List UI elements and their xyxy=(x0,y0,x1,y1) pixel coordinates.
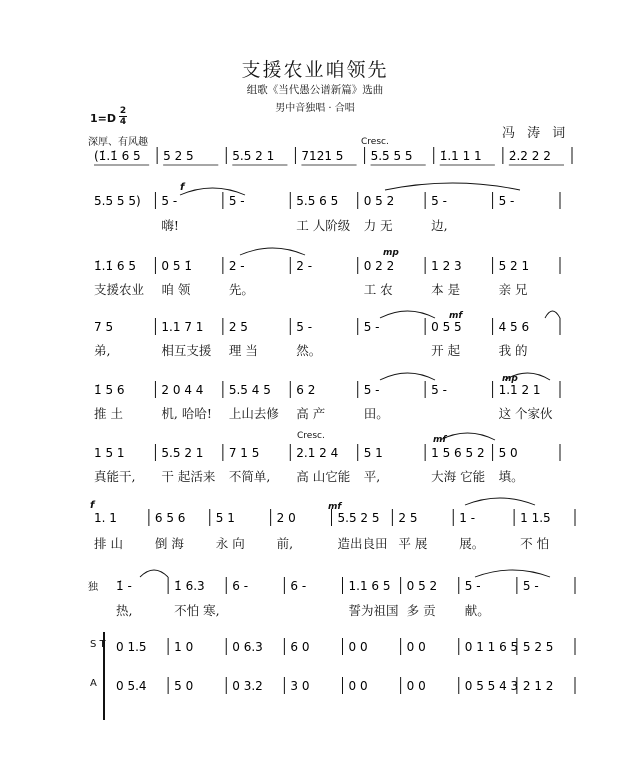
lyric: 填。 xyxy=(498,469,524,484)
lyric: 多 贡 xyxy=(406,603,436,618)
lyric: 平 展 xyxy=(398,536,428,551)
measure-notes: 5 - xyxy=(498,194,515,208)
intro-measure: 2̇.2 2 2 xyxy=(508,149,551,163)
lyric: 不简单, xyxy=(228,469,271,484)
lyric: 机, 哈哈! xyxy=(161,406,212,421)
lyric: 然。 xyxy=(296,343,322,358)
slur xyxy=(545,311,560,318)
lyric: 支援农业 xyxy=(94,282,145,297)
measure-notes: 1.1 6 5 xyxy=(348,579,391,593)
intro-measure: 5 2 5 xyxy=(163,149,194,163)
measure-notes: 5 - xyxy=(522,579,539,593)
measure-notes: 0 5 2 xyxy=(406,579,438,593)
measure-notes: 5.5 5 5) xyxy=(94,194,141,208)
measure-notes: 0 0 xyxy=(406,679,426,693)
measure-notes: 0 5.4 xyxy=(116,679,147,693)
lyric: 不怕 寒, xyxy=(174,603,220,618)
slur xyxy=(380,311,435,318)
measure-notes: 1̇.1̇ 6 5 xyxy=(94,259,136,273)
lyric: 边, xyxy=(431,218,448,233)
slur xyxy=(465,498,535,505)
measure-notes: 1 2 3 xyxy=(431,259,462,273)
intro-measure: 7121 5 xyxy=(301,149,344,163)
measure-notes: 1 0 xyxy=(174,640,194,654)
measure-notes: 0 0 xyxy=(348,679,368,693)
lyric: 亲 兄 xyxy=(498,282,528,297)
measure-notes: 6 - xyxy=(232,579,249,593)
measure-notes: 1 - xyxy=(459,511,476,525)
measure-notes: 5 - xyxy=(363,320,380,334)
measure-notes: 0 5 2 xyxy=(363,194,395,208)
lyric: 排 山 xyxy=(94,536,123,551)
dynamic-mf-2: mf xyxy=(433,435,447,445)
measure-notes: 4 5 6 xyxy=(498,320,530,334)
dynamic-mp: mp xyxy=(383,248,399,258)
measure-notes: 5 - xyxy=(363,383,380,397)
part-label: S T xyxy=(90,639,106,650)
measure-notes: 0 0 xyxy=(406,640,426,654)
lyric: 弟, xyxy=(94,343,111,358)
measure-notes: 3 0 xyxy=(290,679,310,693)
lyric: 展。 xyxy=(459,536,485,551)
dynamic-mp-2: mp xyxy=(502,374,518,384)
measure-notes: 5 - xyxy=(296,320,313,334)
lyric: 推 土 xyxy=(94,406,123,421)
measure-notes: 1̇ - xyxy=(116,579,132,593)
key-signature: 1=D xyxy=(90,112,117,125)
dynamic-f-2: f xyxy=(90,500,95,511)
measure-notes: 5 1 xyxy=(215,511,235,525)
measure-notes: 5.5 2 1 xyxy=(161,446,204,460)
lyric: 高 山它能 xyxy=(296,469,351,484)
dynamic-mf-3: mf xyxy=(328,502,342,512)
measure-notes: 5 0 xyxy=(498,446,518,460)
intro-measure: (1̇.1̇ 6 5 xyxy=(94,149,141,163)
lyric: 力 无 xyxy=(363,218,393,233)
measure-notes: 1 5 1 xyxy=(94,446,125,460)
measure-notes: 5 - xyxy=(431,194,447,208)
song-title: 支援农业咱领先 xyxy=(241,59,389,81)
measure-notes: 5 0 xyxy=(174,679,194,693)
lyric: 咱 领 xyxy=(161,282,191,297)
part-label: 独 xyxy=(88,582,98,593)
measure-notes: 5 2 5 xyxy=(522,640,554,654)
meter-top: 2 xyxy=(119,106,127,116)
measure-notes: 7 1 5 xyxy=(228,446,260,460)
lyric: 不 怕 xyxy=(520,536,550,551)
time-signature xyxy=(119,106,127,127)
lyric: 开 起 xyxy=(431,343,461,358)
measure-notes: 2 - xyxy=(296,259,313,273)
dynamic-f: f xyxy=(180,182,185,193)
measure-notes: 0 5 1̇ xyxy=(161,259,192,273)
measure-notes: 5 - xyxy=(431,383,447,397)
slur xyxy=(475,570,550,577)
measure-notes: 5 - xyxy=(161,194,178,208)
lyric: 工 人阶级 xyxy=(296,218,351,233)
slur xyxy=(440,433,495,440)
measure-notes: 5 - xyxy=(464,579,481,593)
measure-notes: 0 1.5 xyxy=(116,640,147,654)
lyric: 理 当 xyxy=(228,343,258,358)
measure-notes: 5.5 2 5 xyxy=(337,511,380,525)
slur xyxy=(385,183,520,190)
song-subtitle: 组歌《当代愚公谱新篇》选曲 xyxy=(246,84,384,96)
expression-marking: 深厚、有风趣 xyxy=(88,137,148,148)
lyricist-credit: 冯 涛 词 xyxy=(502,126,570,141)
lyric: 上山去修 xyxy=(228,406,279,421)
measure-notes: 2.1 2 4 xyxy=(296,446,339,460)
lyric: 真能干, xyxy=(94,469,136,484)
lyric: 干 起活来 xyxy=(161,469,216,484)
lyric: 永 向 xyxy=(215,536,245,551)
lyric: 誓为祖国 xyxy=(348,603,399,618)
measure-notes: 0 3.2 xyxy=(232,679,263,693)
measure-notes: 5 - xyxy=(228,194,245,208)
measure-notes: 6 2 xyxy=(296,383,316,397)
slur xyxy=(180,188,245,195)
measure-notes: 0 2 2 xyxy=(363,259,395,273)
measure-notes: 5 1 xyxy=(363,446,383,460)
meter-bottom: 4 xyxy=(119,117,127,127)
lyric: 造出良田 xyxy=(337,536,388,551)
lyric: 大海 它能 xyxy=(431,469,486,484)
measure-notes: 7 5 xyxy=(94,320,114,334)
measure-notes: 0 6.3 xyxy=(232,640,263,654)
lyric: 本 是 xyxy=(431,282,461,297)
lyric: 相互支援 xyxy=(161,343,212,358)
measure-notes: 5.5 6 5 xyxy=(296,194,339,208)
measure-notes: 2 5 xyxy=(398,511,418,525)
cresc-mark: Cresc. xyxy=(361,137,389,147)
measure-notes: 1̇ 5 6 xyxy=(94,383,125,397)
lyric: 高 产 xyxy=(296,406,326,421)
slur xyxy=(380,373,435,380)
lyric: 前, xyxy=(276,536,294,551)
lyric: 平, xyxy=(363,469,381,484)
measure-notes: 6 5 6 xyxy=(154,511,186,525)
dynamic-mf: mf xyxy=(449,311,463,321)
lyric: 我 的 xyxy=(498,343,528,358)
voicing-label: 男中音独唱 · 合唱 xyxy=(275,103,355,114)
measure-notes: 1 1.5 xyxy=(520,511,551,525)
measure-notes: 5 2 1 xyxy=(498,259,530,273)
measure-notes: 2 0 xyxy=(276,511,296,525)
slur xyxy=(140,570,168,577)
measure-notes: 0 1 1 6 5 xyxy=(464,640,519,654)
lyric: 热, xyxy=(116,603,133,618)
measure-notes: 0 5 5 xyxy=(431,320,462,334)
part-label: A xyxy=(90,678,97,689)
measure-notes: 6 0 xyxy=(290,640,310,654)
lyric: 这 个家伙 xyxy=(498,406,553,421)
measure-notes: 2 0 4 4 xyxy=(161,383,204,397)
measure-notes: 5.5 4 5 xyxy=(228,383,271,397)
intro-measure: 5.5 5 5 xyxy=(370,149,413,163)
lyric: 先。 xyxy=(228,282,254,297)
intro-measure: 5.5 2 1 xyxy=(232,149,275,163)
measure-notes: 1. 1 xyxy=(94,511,117,525)
cresc-mark-2: Cresc. xyxy=(297,431,325,441)
lyric: 嗨! xyxy=(161,218,179,233)
measure-notes: 1.1 7 1 xyxy=(161,320,204,334)
intro-measure: 1̇.1 1 1 xyxy=(439,149,482,163)
measure-notes: 1̇ 6.3 xyxy=(174,579,205,593)
measure-notes: 0 0 xyxy=(348,640,368,654)
measure-notes: 1 5 6 5 2 xyxy=(431,446,485,460)
lyric: 倒 海 xyxy=(154,536,184,551)
lyric: 献。 xyxy=(464,603,490,618)
measure-notes: 0 5 5 4 3 xyxy=(464,679,519,693)
measure-notes: 2 5 xyxy=(228,320,248,334)
measure-notes: 2 - xyxy=(228,259,245,273)
measure-notes: 6 - xyxy=(290,579,307,593)
lyric: 田。 xyxy=(363,406,389,421)
measure-notes: 2 1 2 xyxy=(522,679,554,693)
measure-notes: 1.1 2 1 xyxy=(498,383,541,397)
lyric: 工 农 xyxy=(363,282,393,297)
slur xyxy=(240,248,305,255)
